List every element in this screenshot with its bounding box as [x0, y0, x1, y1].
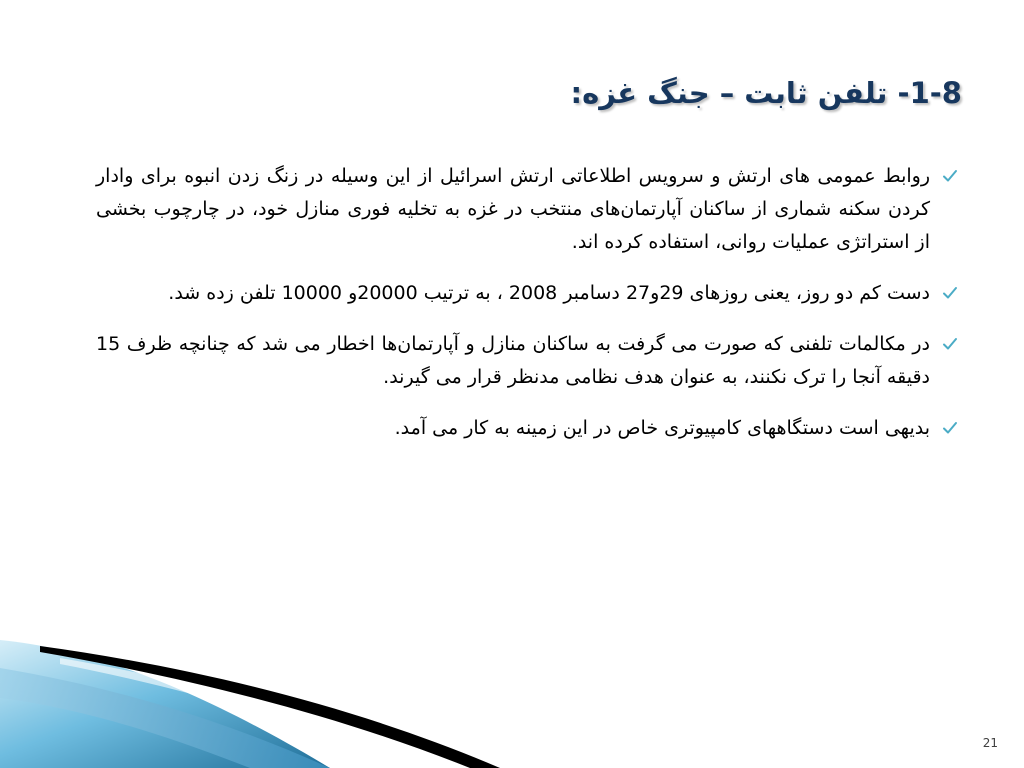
checkmark-icon [942, 420, 958, 436]
bullet-item [96, 160, 964, 259]
checkmark-icon [942, 285, 958, 301]
bullet-text: بدیهی است دستگاههای کامپیوتری خاص در این زمینه به کار می آمد. [394, 417, 930, 439]
slide-number: 21 [982, 736, 998, 750]
bullet-item [96, 412, 964, 445]
bullet-text: دست کم دو روز، یعنی روزهای 29و27 دسامبر 2008 ، به ترتیب 20000و 10000 تلفن زده شد. [168, 282, 930, 304]
slide-title: 1-8- تلفن ثابت – جنگ غزه: [570, 76, 962, 110]
bullet-item [96, 328, 964, 394]
bullet-list [96, 160, 964, 445]
bullet-item [96, 277, 964, 310]
decorative-wave [0, 628, 1024, 768]
checkmark-icon [942, 168, 958, 184]
checkmark-icon [942, 336, 958, 352]
bullet-text: در مکالمات تلفنی که صورت می گرفت به ساکنان منازل و آپارتمان‌ها اخطار می شد که چنانچه ظرف 15 دقیقه آنجا را ترک نکنند، به عنوان هدف نظامی مدنظر قرار می گیرند. [96, 333, 930, 388]
bullet-text: روابط عمومی های ارتش و سرویس اطلاعاتی ارتش اسرائیل از این وسیله در زنگ زدن انبوه برای وادار کردن سکنه شماری از ساکنان آپارتمان‌های منتخب در غزه به تخلیه فوری منازل خود، در چارچوب بخشی از استراتژی عملیات روانی، استفاده کرده اند. [96, 165, 930, 253]
